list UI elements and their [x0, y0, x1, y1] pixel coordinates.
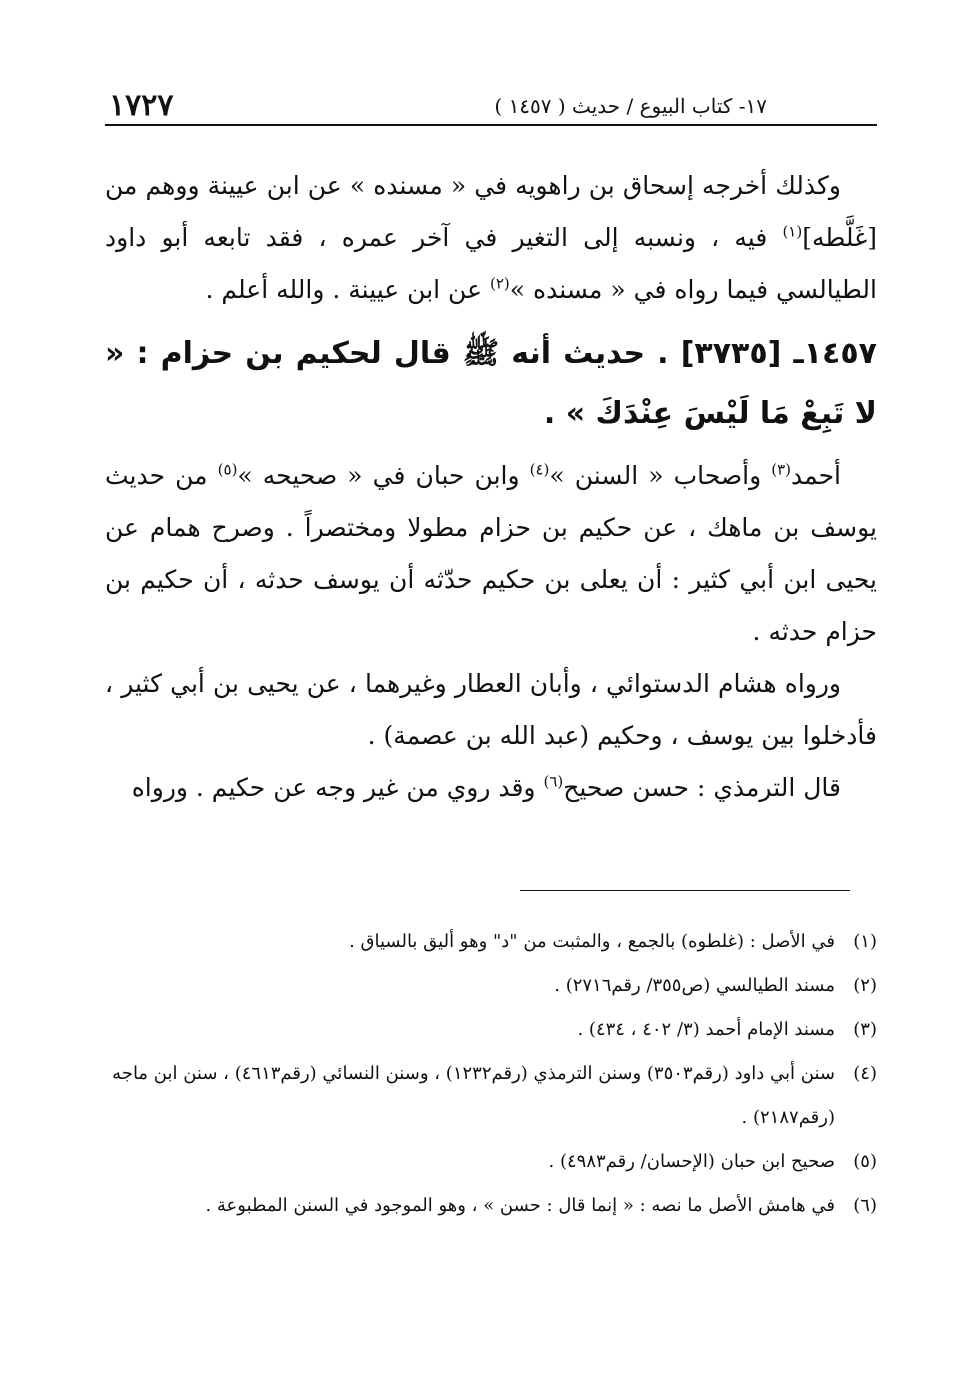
paragraph-3: ورواه هشام الدستوائي ، وأبان العطار وغيرهما ، عن يحيى بن أبي كثير ، فأدخلوا بين يوسف ، وحكيم (عبد الله بن عصمة) . — [105, 669, 877, 750]
paragraph-4 — [105, 762, 877, 814]
paragraph-text: أحمد — [791, 461, 841, 490]
footnote-number: (٦) — [853, 1195, 877, 1216]
footnote-item — [105, 920, 877, 964]
footnote-ref-3: (٣) — [771, 460, 792, 479]
page-number: ١٧٢٧ — [109, 88, 174, 123]
footnote-text: مسند الطيالسي (ص٣٥٥/ رقم٢٧١٦) . — [554, 975, 835, 996]
footnotes — [105, 920, 877, 1228]
footnote-text: في الأصل : (غلطوه) بالجمع ، والمثبت من "د" وهو أليق بالسياق . — [349, 931, 835, 952]
footnote-separator — [520, 890, 850, 891]
footnote-item — [105, 1184, 877, 1228]
footnote-ref-1: (١) — [782, 222, 803, 241]
footnote-text: في هامش الأصل ما نصه : « إنما قال : حسن » ، وهو الموجود في السنن المطبوعة . — [205, 1195, 835, 1216]
footnote-ref-6: (٦) — [543, 772, 564, 791]
footnote-number: (٢) — [853, 975, 877, 996]
paragraph-text: عن ابن عيينة . والله أعلم . — [205, 275, 490, 304]
footnote-text: مسند الإمام أحمد (٣/ ٤٠٢ ، ٤٣٤) . — [577, 1019, 835, 1040]
footnote-item — [105, 1052, 877, 1140]
paragraph-text: وأصحاب « السنن » — [549, 461, 772, 490]
footnote-text: سنن أبي داود (رقم٣٥٠٣) وسنن الترمذي (رقم١٢٣٢) ، وسنن النسائي (رقم٤٦١٣) ، سنن ابن ماجه (رقم٢١٨٧) . — [112, 1063, 835, 1128]
paragraph-1 — [105, 160, 877, 316]
paragraph-text: وابن حبان في « صحيحه » — [237, 461, 530, 490]
hadith-heading: ١٤٥٧ـ [٣٧٣٥] . حديث أنه ﷺ قال لحكيم بن حزام : « لا تَبِعْ مَا لَيْسَ عِنْدَكَ » . — [105, 336, 877, 431]
paragraph-text: فيه ، ونسبه إلى التغير في آخر عمره ، فقد تابعه أبو داود الطيالسي فيما رواه في « مسنده » — [105, 223, 877, 304]
footnote-number: (٣) — [853, 1019, 877, 1040]
paragraph-text: وقد روي من غير وجه عن حكيم . ورواه — [131, 773, 544, 802]
main-text — [105, 160, 877, 814]
footnote-number: (١) — [853, 931, 877, 952]
paragraph-text: وكذلك أخرجه إسحاق بن راهويه في « مسنده » عن ابن عيينة ووهم من [غَلَّطه] — [105, 171, 877, 252]
paragraph-text: من حديث يوسف بن ماهك ، عن حكيم بن حزام مطولا ومختصراً . وصرح همام عن يحيى ابن أبي كثير : أن يعلى بن حكيم حدّثه أن يوسف حدثه ، أن حكيم بن حزام حدثه . — [105, 461, 877, 646]
footnote-ref-4: (٤) — [529, 460, 550, 479]
footnote-ref-2: (٢) — [489, 274, 510, 293]
paragraph-2 — [105, 450, 877, 658]
footnote-item — [105, 1140, 877, 1184]
footnote-number: (٥) — [853, 1151, 877, 1172]
footnote-text: صحيح ابن حبان (الإحسان/ رقم٤٩٨٣) . — [548, 1151, 835, 1172]
paragraph-text: قال الترمذي : حسن صحيح — [563, 773, 841, 802]
footnote-item — [105, 1008, 877, 1052]
footnote-number: (٤) — [853, 1063, 877, 1084]
footnote-ref-5: (٥) — [217, 460, 238, 479]
running-title: ١٧- كتاب البيوع / حديث ( ١٤٥٧ ) — [494, 94, 767, 118]
footnote-item — [105, 964, 877, 1008]
page-header — [105, 88, 877, 126]
